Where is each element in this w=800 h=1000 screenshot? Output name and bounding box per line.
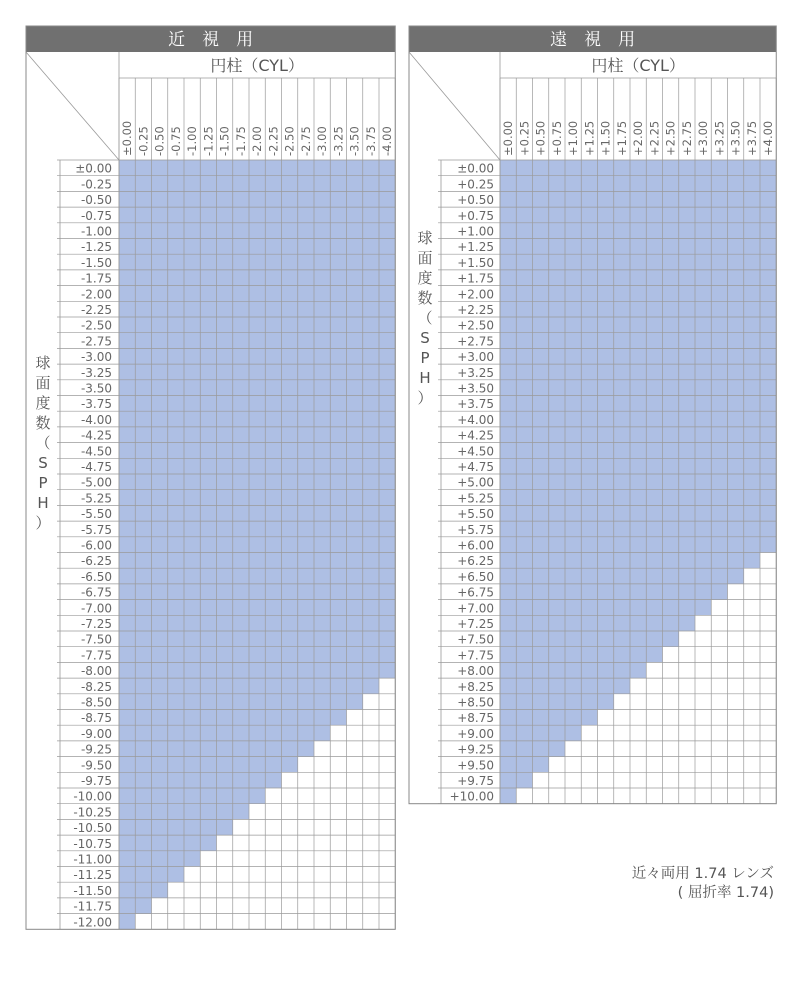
myopia-available-cells [119, 443, 395, 459]
hyperopia-row-label: +8.25 [457, 679, 494, 694]
hyperopia-corner-diagonal [409, 52, 500, 160]
hyperopia-row-label: +0.25 [457, 177, 494, 192]
myopia-row-label: -2.50 [80, 318, 112, 333]
hyperopia-row-label: +4.50 [457, 444, 494, 459]
myopia-available-cells [119, 207, 395, 223]
hyperopia-available-cells [500, 254, 776, 270]
myopia-row-label: -11.25 [73, 868, 112, 883]
myopia-available-cells [119, 286, 395, 302]
myopia-available-cells [119, 333, 395, 349]
myopia-sph-header-char: 度 [35, 394, 51, 412]
hyperopia-row-label: +9.75 [457, 774, 494, 788]
hyperopia-sph-header-char: 度 [417, 269, 433, 287]
hyperopia-row-label: +8.75 [457, 711, 494, 726]
hyperopia-row-label: +2.00 [457, 287, 494, 302]
myopia-col-label: -0.50 [152, 126, 167, 156]
myopia-available-cells [119, 254, 395, 270]
hyperopia-row-label: +9.25 [457, 742, 494, 757]
hyperopia-row-label: +9.50 [457, 758, 494, 773]
myopia-available-cells [119, 757, 298, 773]
myopia-available-cells [119, 176, 395, 192]
myopia-row-label: -4.00 [80, 412, 112, 427]
myopia-available-cells [119, 521, 395, 537]
hyperopia-col-label: +0.25 [517, 120, 532, 156]
myopia-row-label: -7.00 [80, 601, 112, 616]
myopia-row-label: -10.25 [73, 805, 112, 820]
myopia-sph-header-char: （ [35, 434, 51, 452]
hyperopia-available-cells [500, 239, 776, 255]
hyperopia-col-label: +2.75 [679, 120, 694, 156]
hyperopia-sph-header-char: （ [417, 309, 433, 327]
hyperopia-sph-header-char: 数 [417, 289, 433, 307]
myopia-row-label: -4.75 [80, 460, 112, 474]
hyperopia-col-label: +3.25 [712, 120, 727, 156]
hyperopia-col-label: +0.50 [533, 120, 548, 156]
myopia-available-cells [119, 364, 395, 380]
hyperopia-row-label: +9.00 [457, 726, 494, 741]
myopia-col-label: -1.75 [233, 126, 248, 156]
hyperopia-available-cells [500, 725, 581, 741]
myopia-row-label: -4.25 [80, 428, 112, 443]
hyperopia-col-label: +1.00 [566, 120, 581, 156]
hyperopia-col-label: +4.00 [761, 120, 776, 156]
hyperopia-available-cells [500, 788, 516, 804]
hyperopia-row-label: +6.75 [457, 585, 494, 600]
myopia-available-cells [119, 458, 395, 474]
hyperopia-available-cells [500, 505, 776, 521]
hyperopia-row-label: +7.50 [457, 632, 494, 647]
myopia-row-label: -6.75 [80, 585, 112, 600]
hyperopia-available-cells [500, 380, 776, 396]
myopia-available-cells [119, 553, 395, 569]
hyperopia-row-label: +5.00 [457, 475, 494, 490]
hyperopia-available-cells [500, 270, 776, 286]
hyperopia-sph-header-char: P [420, 349, 430, 367]
myopia-row-label: -5.50 [80, 507, 112, 522]
hyperopia-cyl-header: 円柱（CYL） [591, 56, 685, 75]
myopia-col-label: -0.25 [136, 126, 151, 156]
myopia-row-label: -7.75 [80, 648, 112, 663]
myopia-sph-header-char: 面 [35, 374, 51, 392]
myopia-row-label: -2.00 [80, 287, 112, 302]
hyperopia-available-cells [500, 427, 776, 443]
hyperopia-row-label: +0.75 [457, 208, 494, 223]
hyperopia-col-label: +2.00 [631, 120, 646, 156]
hyperopia-available-cells [500, 364, 776, 380]
hyperopia-row-label: +8.00 [457, 664, 494, 679]
myopia-row-label: -8.00 [80, 664, 112, 679]
myopia-row-label: -10.75 [73, 836, 112, 851]
hyperopia-available-cells [500, 568, 744, 584]
hyperopia-row-label: +2.50 [457, 318, 494, 333]
hyperopia-row-label: +7.75 [457, 648, 494, 663]
hyperopia-row-label: +1.25 [457, 240, 494, 255]
hyperopia-available-cells [500, 474, 776, 490]
hyperopia-row-label: +3.50 [457, 381, 494, 396]
myopia-available-cells [119, 914, 135, 930]
hyperopia-row-label: +6.50 [457, 569, 494, 584]
hyperopia-sph-header-char: ） [417, 389, 433, 407]
hyperopia-row-label: +10.00 [449, 789, 494, 804]
myopia-row-label: -11.75 [73, 899, 112, 914]
myopia-row-label: -11.50 [73, 883, 112, 898]
myopia-col-label: -3.50 [347, 126, 362, 156]
hyperopia-available-cells [500, 176, 776, 192]
hyperopia-row-label: +4.25 [457, 428, 494, 443]
hyperopia-row-label: +7.25 [457, 617, 494, 631]
hyperopia-available-cells [500, 191, 776, 207]
myopia-sph-header-char: ） [35, 514, 51, 532]
hyperopia-available-cells [500, 223, 776, 239]
hyperopia-available-cells [500, 411, 776, 427]
hyperopia-row-label: +2.75 [457, 334, 494, 349]
myopia-row-label: -2.75 [80, 334, 112, 349]
hyperopia-available-cells [500, 301, 776, 317]
myopia-available-cells [119, 270, 395, 286]
myopia-available-cells [119, 819, 233, 835]
myopia-available-cells [119, 631, 395, 647]
myopia-sph-header-char: 数 [35, 414, 51, 432]
myopia-row-label: -7.50 [80, 632, 112, 647]
footnote-refractive-index: ( 屈折率 1.74) [677, 885, 774, 901]
hyperopia-col-label: +1.25 [582, 120, 597, 156]
myopia-available-cells [119, 662, 395, 678]
myopia-available-cells [119, 725, 330, 741]
hyperopia-col-label: +1.50 [598, 120, 613, 156]
myopia-available-cells [119, 584, 395, 600]
hyperopia-row-label: +5.50 [457, 507, 494, 522]
myopia-row-label: -0.25 [80, 177, 112, 192]
myopia-available-cells [119, 301, 395, 317]
hyperopia-row-label: +3.25 [457, 365, 494, 380]
myopia-col-label: -4.00 [380, 126, 395, 156]
myopia-row-label: -12.00 [73, 915, 112, 930]
myopia-row-label: -4.50 [80, 444, 112, 459]
hyperopia-row-label: +3.75 [457, 397, 494, 412]
footnote [632, 865, 774, 903]
hyperopia-available-cells [500, 443, 776, 459]
myopia-row-label: -0.50 [80, 193, 112, 208]
hyperopia-title: 遠 視 用 [550, 30, 636, 50]
myopia-row-label: -3.25 [80, 365, 112, 380]
myopia-col-label: -2.75 [298, 126, 313, 156]
myopia-sph-header-char: S [38, 454, 48, 472]
hyperopia-row-label: +5.75 [457, 522, 494, 537]
myopia-sph-header-char: H [37, 494, 49, 512]
myopia-available-cells [119, 223, 395, 239]
myopia-row-label: -5.25 [80, 491, 112, 506]
myopia-col-label: ±0.00 [120, 120, 135, 156]
myopia-row-label: -5.00 [80, 475, 112, 490]
hyperopia-row-label: ±0.00 [457, 161, 494, 176]
myopia-row-label: -9.00 [80, 726, 112, 741]
hyperopia-available-cells [500, 458, 776, 474]
myopia-available-cells [119, 882, 168, 898]
hyperopia-available-cells [500, 537, 776, 553]
myopia-row-label: -5.75 [80, 522, 112, 537]
myopia-available-cells [119, 851, 200, 867]
hyperopia-row-label: +3.00 [457, 350, 494, 365]
myopia-corner-diagonal [26, 52, 119, 160]
hyperopia-available-cells [500, 600, 711, 616]
footnote-lens-name: 近々両用 1.74 レンズ [631, 866, 774, 882]
myopia-available-cells [119, 427, 395, 443]
myopia-available-cells [119, 505, 395, 521]
myopia-row-label: -9.25 [80, 742, 112, 757]
hyperopia-available-cells [500, 521, 776, 537]
myopia-available-cells [119, 411, 395, 427]
myopia-col-label: -2.50 [282, 126, 297, 156]
hyperopia-row-label: +4.75 [457, 460, 494, 474]
hyperopia-col-label: ±0.00 [501, 120, 516, 156]
myopia-available-cells [119, 380, 395, 396]
hyperopia-available-cells [500, 286, 776, 302]
hyperopia-available-cells [500, 317, 776, 333]
hyperopia-sph-header-char: 球 [417, 229, 433, 247]
hyperopia-row-label: +8.50 [457, 695, 494, 710]
myopia-sph-header-char: P [38, 474, 48, 492]
hyperopia-row-label: +1.50 [457, 255, 494, 270]
hyperopia-available-cells [500, 694, 614, 710]
hyperopia-row-label: +1.00 [457, 224, 494, 239]
hyperopia-row-label: +2.25 [457, 303, 494, 317]
hyperopia-row-label: +1.75 [457, 271, 494, 286]
hyperopia-available-cells [500, 160, 776, 176]
myopia-col-label: -1.25 [201, 126, 216, 156]
myopia-col-label: -1.50 [217, 126, 232, 156]
hyperopia-row-label: +6.25 [457, 554, 494, 569]
myopia-row-label: -10.00 [73, 789, 112, 804]
myopia-available-cells [119, 615, 395, 631]
myopia-row-label: -0.75 [80, 208, 112, 223]
myopia-col-label: -2.00 [250, 126, 265, 156]
hyperopia-col-label: +1.75 [614, 120, 629, 156]
myopia-col-label: -0.75 [168, 126, 183, 156]
hyperopia-available-cells [500, 396, 776, 412]
hyperopia-col-label: +3.00 [696, 120, 711, 156]
myopia-row-label: -6.25 [80, 554, 112, 569]
hyperopia-col-label: +0.75 [549, 120, 564, 156]
myopia-row-label: -8.75 [80, 711, 112, 726]
myopia-sph-header-char: 球 [35, 354, 51, 372]
hyperopia-available-cells [500, 348, 776, 364]
hyperopia-sph-header-char: H [419, 369, 431, 387]
myopia-available-cells [119, 348, 395, 364]
hyperopia-sph-header-char: 面 [417, 249, 433, 267]
hyperopia-available-cells [500, 207, 776, 223]
hyperopia-available-cells [500, 333, 776, 349]
hyperopia-available-cells [500, 490, 776, 506]
hyperopia-available-cells [500, 757, 549, 773]
myopia-row-label: -3.00 [80, 350, 112, 365]
myopia-row-label: -6.50 [80, 569, 112, 584]
myopia-available-cells [119, 191, 395, 207]
hyperopia-row-label: +4.00 [457, 412, 494, 427]
myopia-available-cells [119, 396, 395, 412]
hyperopia-sph-header-char: S [420, 329, 430, 347]
myopia-col-label: -2.25 [266, 126, 281, 156]
myopia-row-label: -9.75 [80, 774, 112, 788]
myopia-col-label: -3.00 [315, 126, 330, 156]
hyperopia-col-label: +3.50 [728, 120, 743, 156]
myopia-available-cells [119, 474, 395, 490]
myopia-row-label: -9.50 [80, 758, 112, 773]
myopia-row-label: ±0.00 [75, 161, 112, 176]
myopia-row-label: -1.00 [80, 224, 112, 239]
myopia-row-label: -10.50 [73, 821, 112, 836]
myopia-col-label: -3.25 [331, 126, 346, 156]
myopia-available-cells [119, 568, 395, 584]
myopia-row-label: -1.25 [80, 240, 112, 255]
myopia-row-label: -3.75 [80, 397, 112, 412]
myopia-available-cells [119, 600, 395, 616]
hyperopia-col-label: +3.75 [744, 120, 759, 156]
myopia-col-label: -1.00 [185, 126, 200, 156]
myopia-cyl-header: 円柱（CYL） [210, 56, 304, 75]
hyperopia-col-label: +2.50 [663, 120, 678, 156]
myopia-available-cells [119, 694, 363, 710]
hyperopia-row-label: +5.25 [457, 491, 494, 506]
myopia-available-cells [119, 317, 395, 333]
myopia-available-cells [119, 537, 395, 553]
hyperopia-row-label: +0.50 [457, 193, 494, 208]
hyperopia-row-label: +7.00 [457, 601, 494, 616]
myopia-row-label: -6.00 [80, 538, 112, 553]
myopia-title: 近 視 用 [168, 30, 254, 50]
myopia-row-label: -7.25 [80, 617, 112, 631]
hyperopia-col-label: +2.25 [647, 120, 662, 156]
myopia-row-label: -3.50 [80, 381, 112, 396]
myopia-row-label: -8.50 [80, 695, 112, 710]
myopia-available-cells [119, 788, 265, 804]
myopia-row-label: -1.50 [80, 255, 112, 270]
myopia-available-cells [119, 160, 395, 176]
myopia-row-label: -2.25 [80, 303, 112, 317]
hyperopia-available-cells [500, 662, 646, 678]
myopia-available-cells [119, 239, 395, 255]
myopia-row-label: -8.25 [80, 679, 112, 694]
hyperopia-available-cells [500, 631, 679, 647]
myopia-row-label: -11.00 [73, 852, 112, 867]
myopia-col-label: -3.75 [363, 126, 378, 156]
hyperopia-row-label: +6.00 [457, 538, 494, 553]
myopia-row-label: -1.75 [80, 271, 112, 286]
myopia-available-cells [119, 490, 395, 506]
myopia-available-cells [119, 647, 395, 663]
